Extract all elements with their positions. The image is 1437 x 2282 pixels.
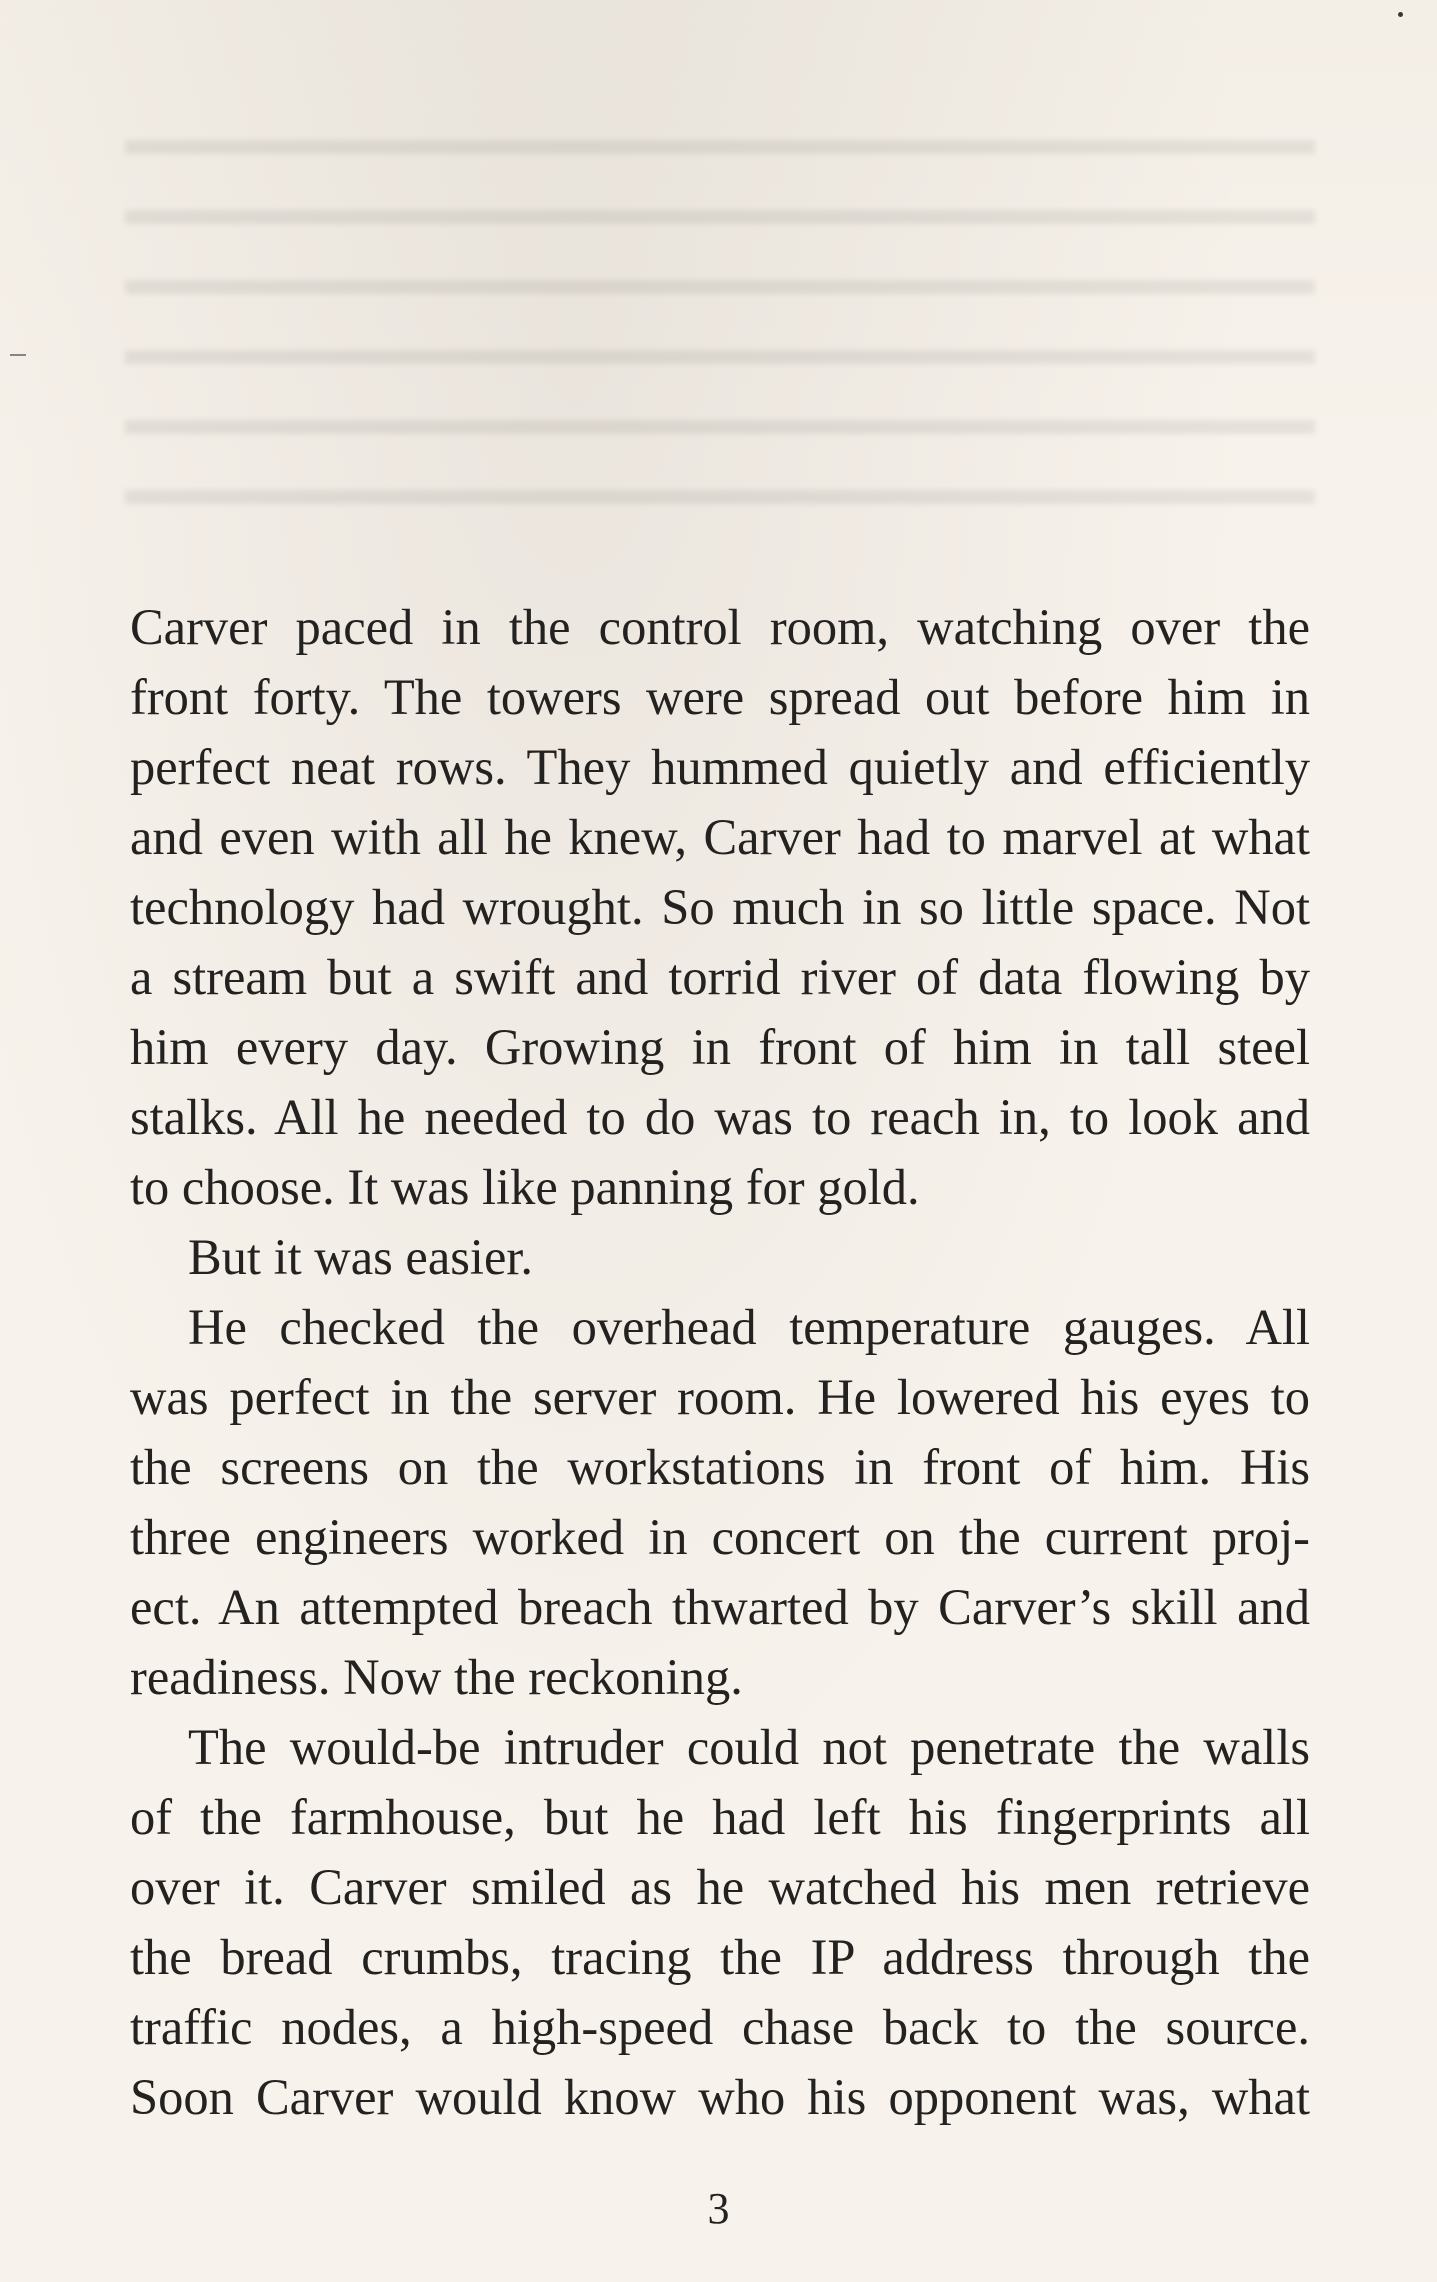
text-line: him every day. Growing in front of him in tall steel [130,1019,1310,1075]
text-line: He checked the overhead temperature gauges. All [188,1299,1310,1355]
text-line: The would-be intruder could not penetrate the walls [188,1719,1310,1775]
text-line: stalks. All he needed to do was to reach in, to look and [130,1089,1310,1145]
text-line: three engineers worked in concert on the current proj- [130,1509,1310,1565]
text-line: was perfect in the server room. He lowered his eyes to [130,1369,1310,1425]
text-line: traffic nodes, a high-speed chase back to the source. [130,1999,1310,2055]
text-line: technology had wrought. So much in so little space. Not [130,879,1310,935]
ink-speck [1398,12,1403,17]
text-line: to choose. It was like panning for gold. [130,1159,920,1215]
text-line: perfect neat rows. They hummed quietly and efficiently [130,739,1310,795]
text-line: over it. Carver smiled as he watched his men retrieve [130,1859,1310,1915]
text-line: ect. An attempted breach thwarted by Carver’s skill and [130,1579,1310,1635]
text-line: readiness. Now the reckoning. [130,1649,743,1705]
text-line: Carver paced in the control room, watching over the [130,599,1310,655]
text-line: front forty. The towers were spread out before him in [130,669,1310,725]
text-line: of the farmhouse, but he had left his fingerprints all [130,1789,1310,1845]
margin-mark [10,354,26,356]
text-line: Soon Carver would know who his opponent was, what [130,2069,1310,2125]
show-through-text [125,110,1315,530]
text-line: But it was easier. [188,1229,534,1285]
body-text [130,592,1310,2132]
text-line: and even with all he knew, Carver had to marvel at what [130,809,1310,865]
text-line: the bread crumbs, tracing the IP address through the [130,1929,1310,1985]
text-line: a stream but a swift and torrid river of data flowing by [130,949,1310,1005]
text-line: the screens on the workstations in front of him. His [130,1439,1310,1495]
page-number: 3 [707,2184,730,2233]
